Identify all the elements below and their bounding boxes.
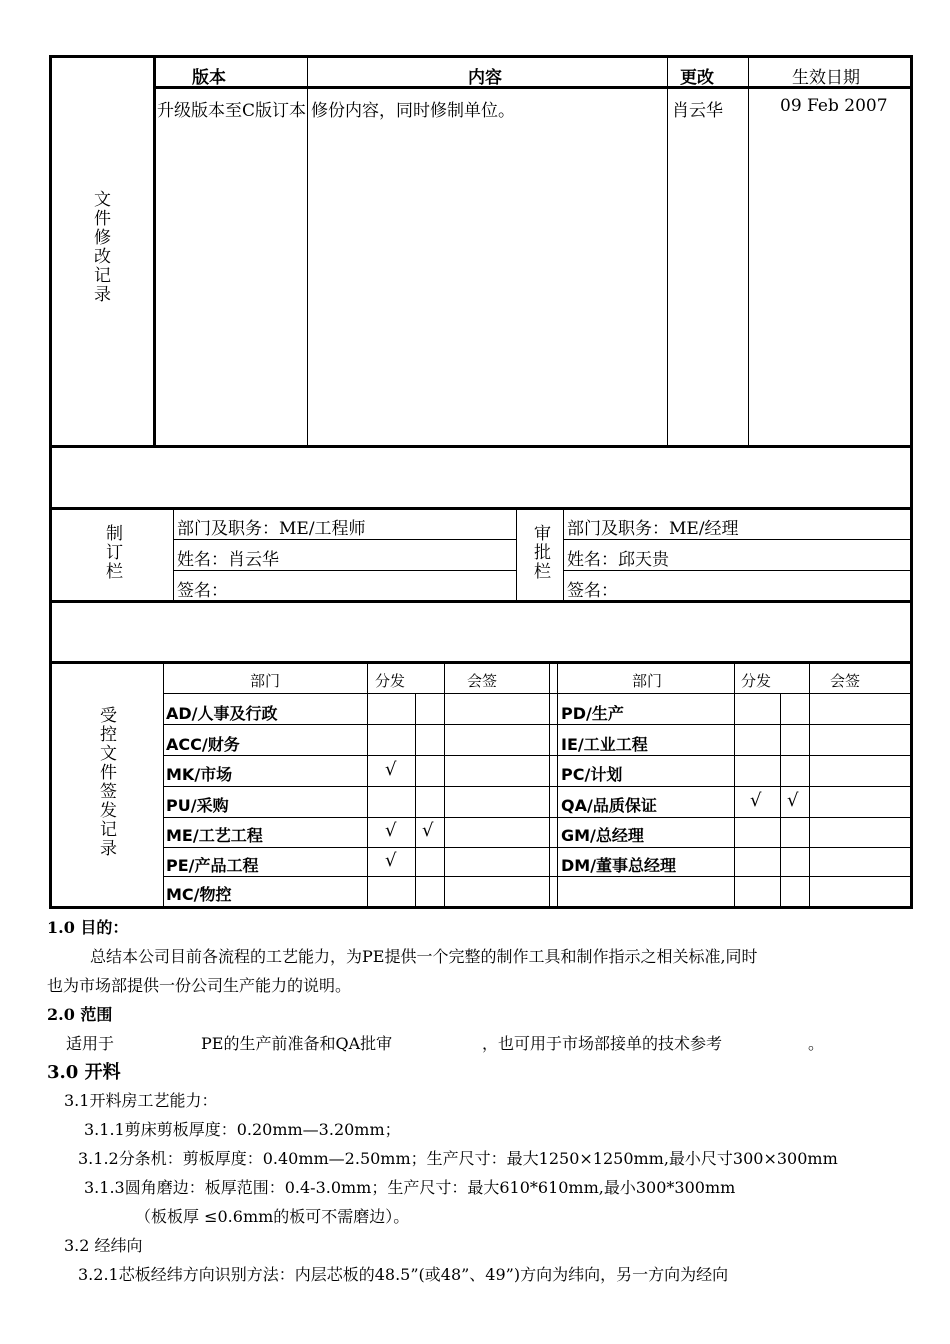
author-sign: 签名： <box>177 581 228 601</box>
qa-distribute-check: √ <box>750 790 762 811</box>
line-3-1-3: 3.1.3圆角磨边：板厚范围：0.4-3.0mm；生产尺寸：最大610*610mm,最小300*300mm <box>84 1178 736 1197</box>
header-version: 版本 <box>192 68 226 88</box>
dept-ie: IE/工业工程 <box>561 735 648 754</box>
section-3-title: 3.0 开料 <box>47 1062 121 1083</box>
author-name: 姓名：肖云华 <box>177 550 279 570</box>
author-dept: 部门及职务：ME/工程师 <box>177 519 366 539</box>
pe-distribute-check: √ <box>385 850 397 871</box>
line-3-1: 3.1开料房工艺能力： <box>64 1091 218 1110</box>
reviewer-sign: 签名： <box>567 581 618 601</box>
header-content: 内容 <box>468 68 502 88</box>
dist-header-dept-left: 部门 <box>250 672 281 690</box>
reviewer-name: 姓名：邱天贵 <box>567 550 669 570</box>
dept-pd: PD/生产 <box>561 704 624 723</box>
header-effective-date: 生效日期 <box>792 68 860 88</box>
dept-acc: ACC/财务 <box>166 735 240 754</box>
dept-pu: PU/采购 <box>166 796 229 815</box>
reviewer-dept: 部门及职务：ME/经理 <box>567 519 739 539</box>
line-3-1-3b: （板板厚 ≤0.6mm的板可不需磨边）。 <box>135 1207 410 1226</box>
dept-ad: AD/人事及行政 <box>166 704 278 723</box>
line-3-1-1: 3.1.1剪床剪板厚度：0.20mm—3.20mm； <box>84 1120 401 1139</box>
dist-header-distribute-right: 分发 <box>741 672 772 690</box>
author-side-label: 制订栏 <box>102 524 122 581</box>
dept-pc: PC/计划 <box>561 765 623 784</box>
row-changed-by: 肖云华 <box>672 101 723 121</box>
section-2-text-b: PE的生产前准备和QA批审 <box>201 1034 393 1053</box>
section-2-text-c: ，也可用于市场部接单的技术参考 <box>482 1034 723 1053</box>
line-3-2: 3.2 经纬向 <box>64 1236 143 1255</box>
dist-header-countersign-left: 会签 <box>467 672 498 690</box>
row-effective-date: 09 Feb 2007 <box>780 96 888 116</box>
section-2-title: 2.0 范围 <box>47 1005 113 1024</box>
dept-mk: MK/市场 <box>166 765 233 784</box>
dept-pe: PE/产品工程 <box>166 856 259 875</box>
section-1-title: 1.0 目的： <box>47 918 129 937</box>
section-2-text-a: 适用于 <box>66 1034 115 1053</box>
row-version: 升级版本至C版订本 <box>157 101 307 121</box>
dept-qa: QA/品质保证 <box>561 796 657 815</box>
section-1-text-line1: 总结本公司目前各流程的工艺能力，为PE提供一个完整的制作工具和制作指示之相关标准,同时 <box>90 947 758 966</box>
dist-header-dept-right: 部门 <box>632 672 663 690</box>
dist-header-distribute-left: 分发 <box>375 672 406 690</box>
distribution-side-label: 受控文件签发记录 <box>96 706 116 858</box>
section-1-text-line2: 也为市场部提供一份公司生产能力的说明。 <box>47 976 352 995</box>
row-content: 修份内容，同时修制单位。 <box>311 101 515 121</box>
qa-countersign-check: √ <box>787 790 799 811</box>
dept-me: ME/工艺工程 <box>166 826 263 845</box>
mk-distribute-check: √ <box>385 759 397 780</box>
dept-mc: MC/物控 <box>166 885 232 904</box>
reviewer-side-label: 审批栏 <box>530 524 550 581</box>
dept-gm: GM/总经理 <box>561 826 644 845</box>
me-distribute-check: √ <box>385 820 397 841</box>
header-changed-by: 更改 <box>680 68 714 88</box>
dist-header-countersign-right: 会签 <box>830 672 861 690</box>
revision-side-label: 文件修改记录 <box>90 190 110 304</box>
dept-dm: DM/董事总经理 <box>561 856 677 875</box>
line-3-1-2: 3.1.2分条机：剪板厚度：0.40mm—2.50mm；生产尺寸：最大1250×1250mm,最小尺寸300×300mm <box>78 1149 838 1168</box>
section-2-text-d: 。 <box>808 1034 825 1053</box>
me-countersign-check: √ <box>422 820 434 841</box>
line-3-2-1: 3.2.1芯板经纬方向识别方法：内层芯板的48.5”(或48”、49”)方向为纬向，另一方向为经向 <box>78 1265 729 1284</box>
